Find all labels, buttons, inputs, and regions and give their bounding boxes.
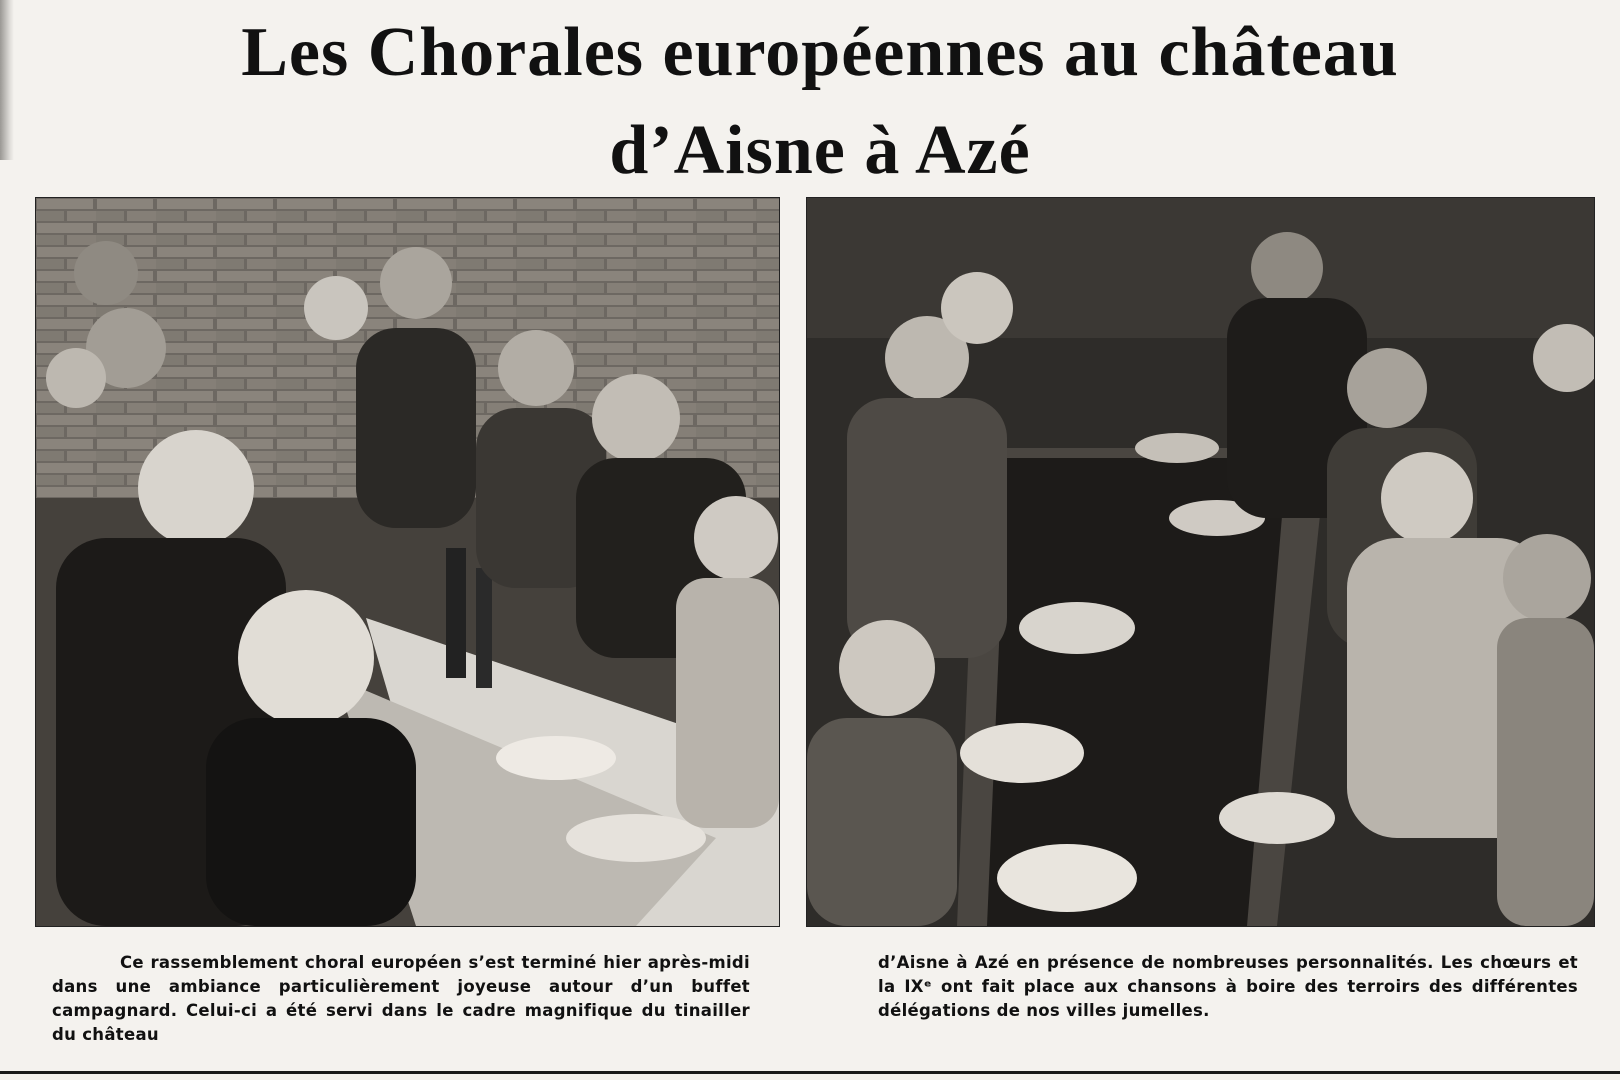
photo-buffet-right xyxy=(806,197,1595,927)
headline-line-1: Les Chorales européennes au château xyxy=(241,14,1399,91)
photo-buffet-left xyxy=(35,197,780,927)
headline-line-2: d’Aisne à Azé xyxy=(609,112,1031,189)
photo-caption-right: d’Aisne à Azé en présence de nombreuses personnalités. Les chœurs et la IXᵉ ont fait place aux chansons à boire des terroirs des différentes délégations de nos villes jumelles. xyxy=(878,953,1578,1020)
scan-edge-shadow xyxy=(0,0,14,160)
photo-caption-left: Ce rassemblement choral européen s’est terminé hier après-midi dans une ambiance particulièrement joyeuse autour d’un buffet campagnard. Celui-ci a été servi dans le cadre magnifique du tinailler du château xyxy=(52,953,750,1044)
bottom-rule xyxy=(0,1071,1620,1074)
